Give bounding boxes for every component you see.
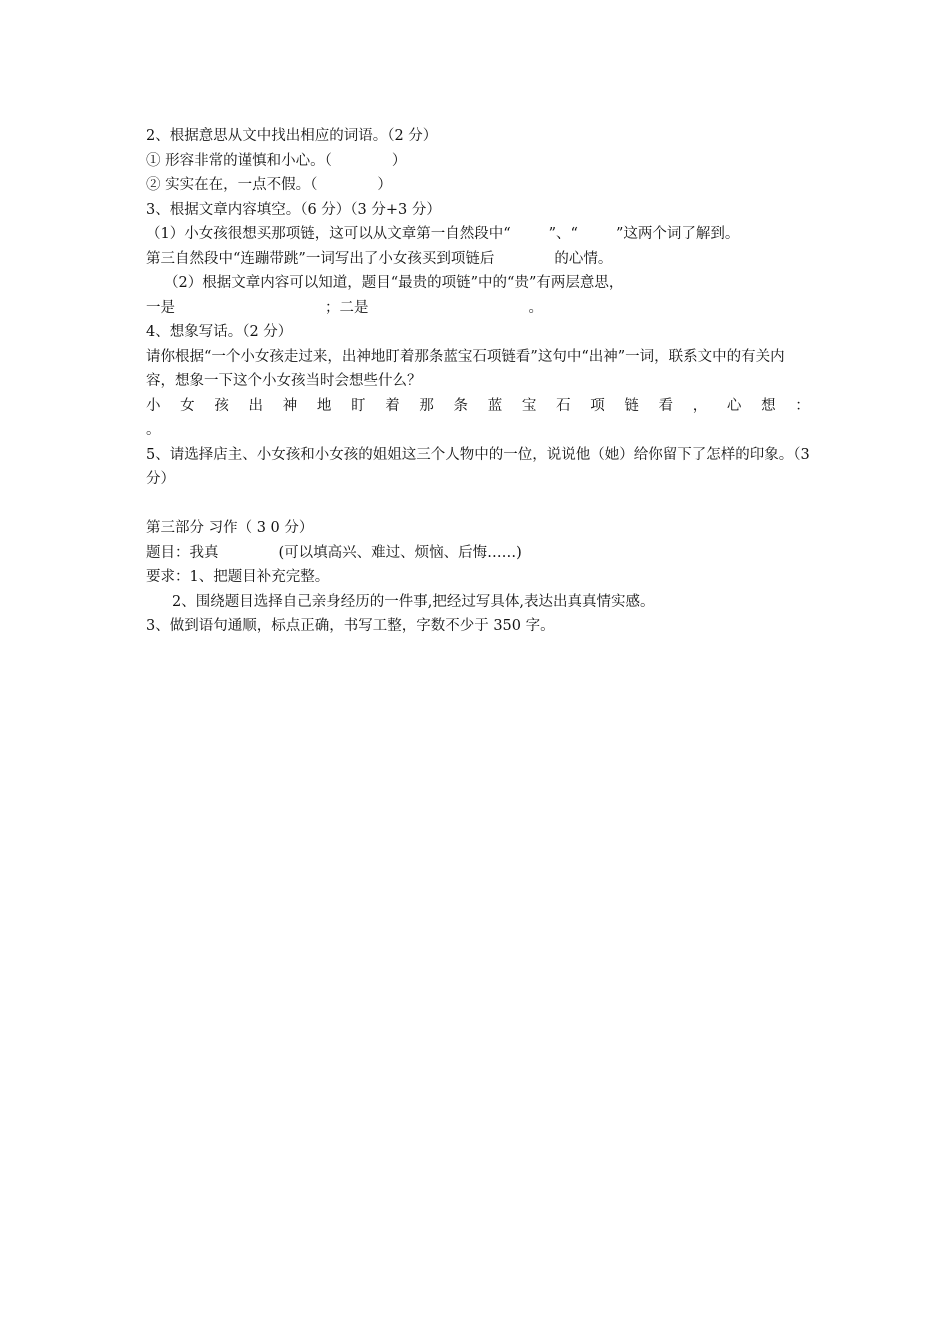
question-3-part-2-line-1: （2）根据文章内容可以知道，题目“最贵的项链”中的“贵”有两层意思， <box>164 275 624 291</box>
part-3-topic-hint: (可以填高兴、难过、烦恼、后悔……) <box>278 544 522 561</box>
question-3-part-1-text-c: ”这两个词了解到。 <box>615 226 740 242</box>
question-2-item-1 <box>146 149 810 174</box>
spaced-char: 链 <box>624 397 639 414</box>
spaced-char: 蓝 <box>487 397 503 414</box>
question-2-item-2-text: ② 实实在在，一点不假。（ <box>146 177 318 193</box>
question-3-part-2-text-a: 一是 <box>146 299 175 316</box>
spaced-char: 石 <box>556 397 571 414</box>
question-2-item-2 <box>146 173 810 198</box>
question-5-text: 5、请选择店主、小女孩和小女孩的姐姐这三个人物中的一位，说说他（她）给你留下了怎样的印象。（3 分） <box>146 446 810 487</box>
spaced-char: 心 <box>726 397 742 414</box>
question-3-part-2-text-b: ；二是 <box>325 299 369 316</box>
question-3-part-1-text-b: ”、“ <box>548 226 578 242</box>
spaced-char: ： <box>795 397 810 414</box>
question-4-spaced-line <box>146 394 810 419</box>
question-3-title: 3、根据文章内容填空。（6 分）（3 分+3 分） <box>146 201 441 218</box>
spaced-char: 神 <box>282 397 298 414</box>
spaced-char: 宝 <box>521 397 537 414</box>
spacer <box>146 492 810 517</box>
part-3-title: 第三部分 习作（ 3 0 分） <box>146 520 314 536</box>
spaced-char: 条 <box>453 397 469 414</box>
spaced-char: 看 <box>658 397 674 414</box>
question-2-title: 2、根据意思从文中找出相应的词语。（2 分） <box>146 128 438 144</box>
part-3-requirement-2: 2、围绕题目选择自己亲身经历的一件事,把经过写具体,表达出真真情实感。 <box>172 593 655 610</box>
spaced-char: ， <box>692 397 708 414</box>
question-2-item-2-close: ） <box>377 177 392 193</box>
question-3-part-1-line-1 <box>146 222 810 247</box>
question-2-item-1-close: ） <box>391 152 407 169</box>
spaced-char: 想 <box>761 397 776 414</box>
spaced-char: 小 <box>146 397 161 414</box>
spaced-char: 盯 <box>351 397 366 414</box>
part-3-topic <box>146 541 810 566</box>
spaced-char: 项 <box>590 397 605 414</box>
document-page <box>146 124 810 639</box>
question-3-part-2-line-2 <box>146 296 810 321</box>
question-2-item-1-text: ① 形容非常的谨慎和小心。（ <box>146 152 332 169</box>
question-3-part-1-text-a: （1）小女孩很想买那项链，这可以从文章第一自然段中“ <box>146 226 511 242</box>
spaced-char: 着 <box>385 397 400 414</box>
question-3-part-1-line-2-text-b: 的心情。 <box>554 250 613 267</box>
spaced-char: 地 <box>316 397 332 414</box>
spaced-char: 女 <box>180 397 195 414</box>
question-4-prompt: 请你根据“一个小女孩走过来，出神地盯着那条蓝宝石项链看”这句中“出神”一词，联系文中的有关内容，想象一下这个小女孩当时会想些什么？ <box>146 348 785 389</box>
question-4-end-mark: 。 <box>146 422 161 438</box>
question-3-part-1-line-2-text-a: 第三自然段中“连蹦带跳”一词写出了小女孩买到项链后 <box>146 250 495 267</box>
part-3-requirement-1: 要求：1、把题目补充完整。 <box>146 569 330 585</box>
part-3-topic-label: 题目：我真 <box>146 544 219 561</box>
question-4-title: 4、想象写话。（2 分） <box>146 324 293 340</box>
spaced-char: 那 <box>419 397 434 414</box>
part-3-requirement-3: 3、做到语句通顺，标点正确，书写工整，字数不少于 350 字。 <box>146 618 555 634</box>
question-3-part-2-text-c: 。 <box>528 299 543 316</box>
spaced-char: 孩 <box>214 397 229 414</box>
question-3-part-1-line-2 <box>146 247 810 272</box>
spaced-char: 出 <box>248 397 264 414</box>
